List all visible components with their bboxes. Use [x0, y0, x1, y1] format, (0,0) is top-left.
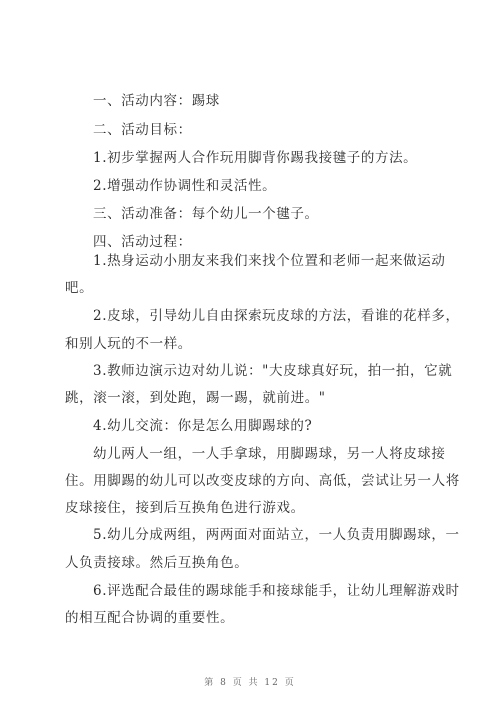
process-step-5-line-2: 人负责接球。然后互换角色。: [65, 555, 249, 571]
process-step-3-line-2: 跳，滚一滚，到处跑，踢一踢，就前进。": [65, 390, 326, 406]
process-step-5-line-1: 5.幼儿分成两组，两两面对面站立，一人负责用脚踢球，一: [93, 527, 460, 543]
section-heading-goals: 二、活动目标：: [93, 122, 192, 138]
goal-item-1: 1.初步掌握两人合作玩用脚背你踢我接毽子的方法。: [93, 150, 418, 166]
process-step-2-line-1: 2.皮球，引导幼儿自由探索玩皮球的方法，看谁的花样多，: [93, 308, 460, 324]
process-step-2-line-2: 和别人玩的不一样。: [65, 336, 192, 352]
process-step-4: 4.幼儿交流：你是怎么用脚踢球的?: [93, 418, 313, 434]
goal-item-2: 2.增强动作协调性和灵活性。: [93, 178, 277, 194]
section-heading-preparation: 三、活动准备：每个幼儿一个毽子。: [93, 206, 319, 222]
process-step-6-line-1: 6.评选配合最佳的踢球能手和接球能手，让幼儿理解游戏时: [93, 583, 460, 599]
process-step-1-line-2: 吧。: [65, 280, 94, 296]
page-number-footer: 第 8 页 共 12 页: [204, 678, 296, 688]
process-step-1-line-1: 1.热身运动小朋友来我们来找个位置和老师一起来做运动: [93, 253, 446, 269]
section-heading-content: 一、活动内容：踢球: [93, 93, 220, 109]
process-step-6-line-2: 的相互配合协调的重要性。: [65, 610, 235, 626]
process-paragraph-line-3: 皮球接住，接到后互换角色进行游戏。: [65, 500, 305, 516]
process-paragraph-line-2: 住。用脚踢的幼儿可以改变皮球的方向、高低，尝试让另一人将: [65, 473, 460, 489]
process-step-3-line-1: 3.教师边演示边对幼儿说："大皮球真好玩，拍一拍，它就: [93, 363, 453, 379]
process-paragraph-line-1: 幼儿两人一组，一人手拿球，用脚踢球，另一人将皮球接: [93, 446, 446, 462]
section-heading-process: 四、活动过程：: [93, 234, 192, 250]
